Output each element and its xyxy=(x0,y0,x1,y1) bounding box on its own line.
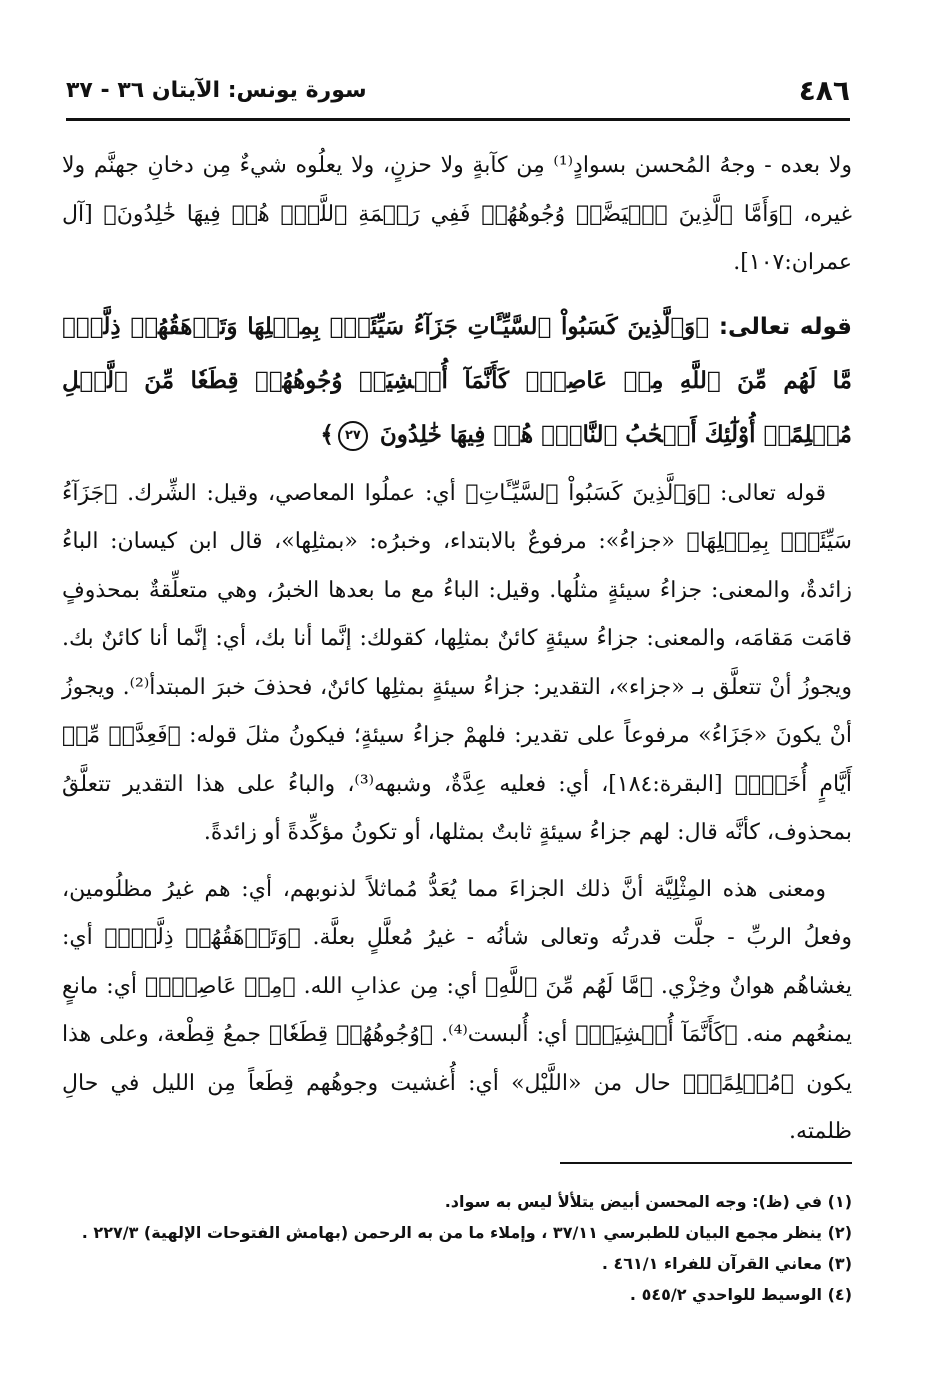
intro-paragraph: ولا بعده - وجهُ المُحسن بسوادٍ⁽¹⁾ مِن كآبةٍ ولا حزنٍ، ولا يعلُوه شيءٌ مِن دخانِ جهنَّم ولا غيره، ﴿وَأَمَّا ٱلَّذِينَ ٱبۡيَضَّتۡ وُجُوهُهُمۡ فَفِي رَحۡمَةِ ٱللَّهِۖ هُمۡ فِيهَا خَٰلِدُونَ﴾ [آل عمران:١٠٧]. xyxy=(62,153,853,275)
footnote-item: (٣) معاني القرآن للفراء ٤٦١/١ . xyxy=(601,1254,852,1273)
verse-close-bracket: ﴾ xyxy=(320,420,334,448)
footnotes xyxy=(62,1186,852,1310)
verse-block xyxy=(62,300,852,462)
ayah-number-mark: ٢٧ xyxy=(338,421,368,451)
surah-title: سورة يونس: الآيتان ٣٦ - ٣٧ xyxy=(66,78,367,103)
verse-label: قوله تعالى: xyxy=(718,313,852,340)
meaning-paragraph: ومعنى هذه المِثْلِيَّة أنَّ ذلك الجزاءَ مما يُعَدُّ مُماثلاً لذنوبهم، أي: هم غيرُ مظلُومين، وفعلُ الربِّ - جلَّت قدرتُه وتعالى شأنُه - غيرُ مُعلَّلٍ بعلَّة. ﴿وَتَرۡهَقُهُمۡ ذِلَّةٞۖ﴾ أي: يغشاهُم هوانٌ وخِزْي. ﴿مَّا لَهُم مِّنَ ٱللَّهِ﴾ أي: مِن عذابِ الله. ﴿مِنۡ عَاصِمٖۖ﴾ أي: مانعٍ يمنعُهم منه. ﴿كَأَنَّمَآ أُغۡشِيَتۡ﴾ أي: أُلبست⁽⁴⁾. ﴿وُجُوهُهُمۡ قِطَعٗا﴾ جمعُ قِطْعة، وعلى هذا يكون ﴿مُظۡلِمًاۚ﴾ حال من «اللَّيْل» أي: أُغشيت وجوهُهم قِطَعاً مِن الليل في حالِ ظلمته. xyxy=(62,876,852,1144)
footnote-item: (٤) الوسيط للواحدي ٥٤٥/٢ . xyxy=(629,1285,852,1304)
running-header xyxy=(66,74,850,116)
footnote-item: (١) في (ظ): وجه المحسن أبيض يتلألأ ليس به سواد. xyxy=(444,1192,852,1211)
page-content xyxy=(62,142,852,1157)
verse-text: ﴿وَٱلَّذِينَ كَسَبُواْ ٱلسَّيِّـَٔاتِ جَزَآءُ سَيِّئَةِۭ بِمِثۡلِهَا وَتَرۡهَقُهُمۡ ذِلَّةٞۖ مَّا لَهُم مِّنَ ٱللَّهِ مِنۡ عَاصِمٖۖ كَأَنَّمَآ أُغۡشِيَتۡ وُجُوهُهُمۡ قِطَعٗا مِّنَ ٱلَّيۡلِ مُظۡلِمًاۚ أُوْلَٰٓئِكَ أَصۡحَٰبُ ٱلنَّارِۖ هُمۡ فِيهَا خَٰلِدُونَ xyxy=(62,312,852,448)
header-rule xyxy=(66,118,850,121)
commentary-paragraph: قوله تعالى: ﴿وَٱلَّذِينَ كَسَبُواْ ٱلسَّيِّـَٔاتِ﴾ أي: عملُوا المعاصي، وقيل: الشِّرك. ﴿جَزَآءُ سَيِّئَةِۭ بِمِثۡلِهَا﴾ «جزاءُ»: مرفوعٌ بالابتداء، وخبرُه: «بمثلِها»، قال ابن كيسان: الباءُ زائدةٌ، والمعنى: جزاءُ سيئةٍ مثلُها. وقيل: الباءُ مع ما بعدها الخبرُ، وهي متعلِّقةٌ بمحذوفٍ قامَت مَقامَه، والمعنى: جزاءُ سيئةٍ كائنٌ بمثلِها، كقولك: إنَّما أنا بك، أي: إنَّما أنا كائنٌ بك. ويجوزُ أنْ تتعلَّق بـ «جزاء»، التقدير: جزاءُ سيئةٍ بمثلِها كائنٌ، فحذفَ خبرَ المبتدأ⁽²⁾. ويجوزُ أنْ يكونَ «جَزَاءُ» مرفوعاً على تقدير: فلهمْ جزاءُ سيئةٍ؛ فيكونُ مثلَ قوله: ﴿فَعِدَّةٞ مِّنۡ أَيَّامٍ أُخَرَۚ﴾ [البقرة:١٨٤]، أي: فعليه عِدَّةٌ، وشبهه⁽³⁾، والباءُ على هذا التقدير تتعلَّقُ بمحذوف، كأنَّه قال: لهم جزاءُ سيئةٍ ثابتٌ بمثلها، أو تكونُ مؤكِّدةً أو زائدةً. xyxy=(62,480,853,845)
footnote-item: (٢) ينظر مجمع البيان للطبرسي ٣٧/١١ ، وإملاء ما من به الرحمن (بهامش الفتوحات الإلهية) ٢٢٧/٣ . xyxy=(81,1223,852,1242)
footnote-divider xyxy=(560,1162,852,1164)
page-number: ٤٨٦ xyxy=(798,74,850,107)
